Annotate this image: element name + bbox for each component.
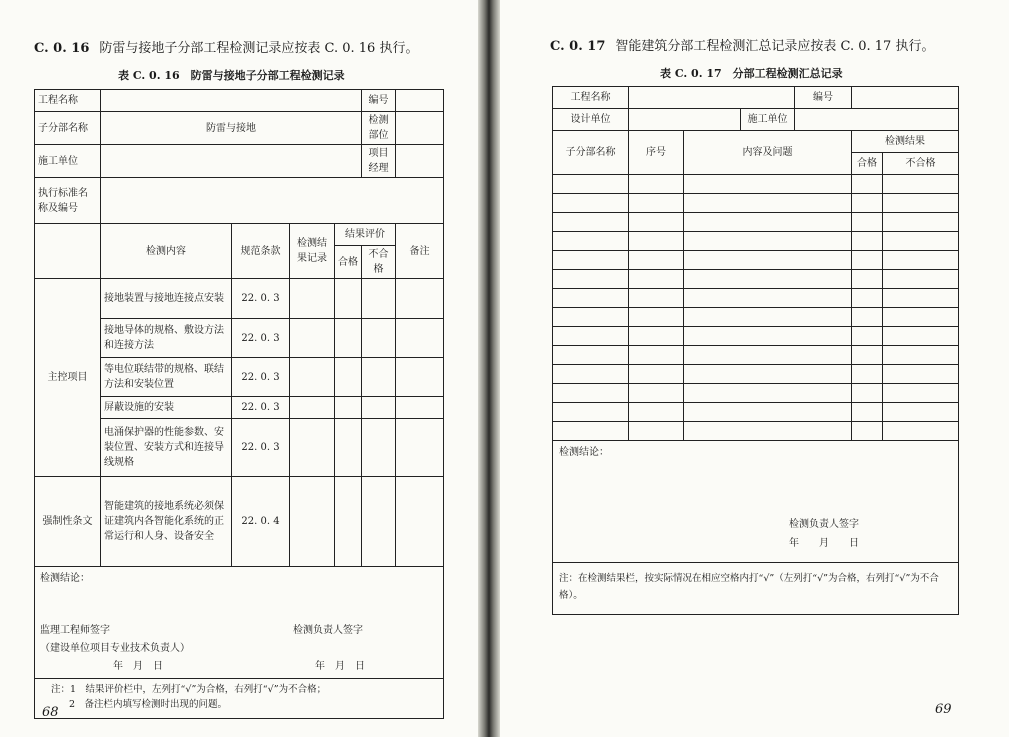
blank-cell[interactable] (553, 194, 629, 213)
clause-c017: C. 0. 17 智能建筑分部工程检测汇总记录应按表 C. 0. 17 执行。 (550, 39, 935, 54)
value-inspect-part[interactable] (396, 112, 444, 145)
label-standard: 执行标准名称及编号 (35, 178, 101, 224)
blank-cell[interactable] (883, 213, 959, 232)
header-result: 检测结果记录 (290, 224, 335, 279)
table-row (35, 477, 444, 567)
clause-c016: C. 0. 16 防雷与接地子分部工程检测记录应按表 C. 0. 16 执行。 (34, 41, 419, 56)
table-row (553, 365, 959, 384)
label-project-manager: 项目经理 (362, 145, 396, 178)
table-row (553, 422, 959, 441)
value-standard[interactable] (101, 178, 444, 224)
table-row (553, 194, 959, 213)
blank-cell[interactable] (629, 403, 684, 422)
header-fail: 不合格 (883, 153, 959, 175)
blank-cell[interactable] (553, 213, 629, 232)
page-number-right: 69 (935, 702, 952, 717)
blank-cell[interactable] (684, 232, 852, 251)
blank-cell[interactable] (684, 251, 852, 270)
conclusion-cell[interactable] (35, 567, 444, 679)
value-project-manager[interactable] (396, 145, 444, 178)
blank-cell[interactable] (684, 384, 852, 403)
supervisor-date: 年 月 日 (113, 661, 163, 672)
blank-cell[interactable] (883, 194, 959, 213)
value-project-name[interactable] (629, 87, 795, 109)
blank-cell[interactable] (883, 251, 959, 270)
book-spine (478, 0, 500, 737)
table-row (553, 346, 959, 365)
value-number[interactable] (396, 90, 444, 112)
blank-cell[interactable] (852, 422, 883, 441)
label-number: 编号 (362, 90, 396, 112)
blank-cell[interactable] (852, 175, 883, 194)
item-content: 接地导体的规格、敷设方法和连接方法 (101, 319, 232, 358)
label-design-unit: 设计单位 (553, 109, 629, 131)
label-number: 编号 (795, 87, 852, 109)
blank-cell[interactable] (852, 365, 883, 384)
label-constructor: 施工单位 (741, 109, 795, 131)
blank-cell[interactable] (883, 232, 959, 251)
table-row (553, 270, 959, 289)
blank-cell[interactable] (883, 289, 959, 308)
conclusion-label: 检测结论： (40, 573, 90, 584)
blank-cell[interactable] (553, 346, 629, 365)
item-clause: 22. 0. 3 (232, 279, 290, 319)
blank-cell[interactable] (629, 232, 684, 251)
item-content: 接地装置与接地连接点安装 (101, 279, 232, 319)
blank-cell[interactable] (553, 327, 629, 346)
item-clause: 22. 0. 3 (232, 419, 290, 477)
left-page (0, 0, 478, 737)
blank-cell[interactable] (629, 270, 684, 289)
blank-cell[interactable] (883, 346, 959, 365)
supervisor-note: （建设单位项目专业技术负责人） (40, 643, 190, 654)
value-design-unit[interactable] (629, 109, 741, 131)
blank-cell[interactable] (883, 308, 959, 327)
table-row (553, 327, 959, 346)
group-mandatory: 强制性条文 (35, 477, 101, 567)
blank-cell[interactable] (629, 251, 684, 270)
blank-cell[interactable] (883, 422, 959, 441)
blank-cell[interactable] (852, 194, 883, 213)
blank-cell[interactable] (553, 175, 629, 194)
label-inspect-part: 检测部位 (362, 112, 396, 145)
header-pass: 合格 (335, 246, 362, 279)
table-row (553, 384, 959, 403)
group-main: 主控项目 (35, 279, 101, 477)
table-row (553, 232, 959, 251)
table-caption-c016: 表 C. 0. 16 防雷与接地子分部工程检测记录 (118, 69, 345, 82)
value-constructor[interactable] (101, 145, 362, 178)
blank-cell[interactable] (883, 365, 959, 384)
blank-cell[interactable] (852, 346, 883, 365)
header-evaluation: 结果评价 (335, 224, 396, 246)
right-page (500, 0, 1009, 737)
blank-cell[interactable] (684, 308, 852, 327)
blank-cell[interactable] (629, 289, 684, 308)
blank-cell[interactable] (883, 327, 959, 346)
label-project-name: 工程名称 (553, 87, 629, 109)
blank-cell[interactable] (883, 270, 959, 289)
blank-cell[interactable] (629, 422, 684, 441)
supervisor-label: 监理工程师签字 (40, 625, 110, 636)
item-content: 电涌保护器的性能参数、安装位置、安装方式和连接导线规格 (101, 419, 232, 477)
blank-cell[interactable] (852, 213, 883, 232)
blank-cell[interactable] (684, 327, 852, 346)
blank-cell[interactable] (852, 384, 883, 403)
blank-cell[interactable] (883, 384, 959, 403)
blank-cell[interactable] (684, 403, 852, 422)
blank-cell[interactable] (629, 194, 684, 213)
value-sub-part: 防雷与接地 (101, 112, 362, 145)
blank-cell[interactable] (553, 289, 629, 308)
blank-cell[interactable] (629, 365, 684, 384)
blank-cell[interactable] (553, 365, 629, 384)
blank-cell[interactable] (684, 346, 852, 365)
conclusion-label: 检测结论： (559, 447, 609, 458)
blank-cell[interactable] (553, 384, 629, 403)
header-pass: 合格 (852, 153, 883, 175)
blank-cell[interactable] (684, 289, 852, 308)
header-remark: 备注 (396, 224, 444, 279)
note-1: 注：1 结果评价栏中，左列打“√”为合格，右列打“√”为不合格； (51, 684, 327, 695)
value-number[interactable] (852, 87, 959, 109)
blank-cell[interactable] (553, 270, 629, 289)
blank-cell[interactable] (883, 175, 959, 194)
header-content: 检测内容 (101, 224, 232, 279)
label-constructor: 施工单位 (35, 145, 101, 178)
blank-cell[interactable] (684, 270, 852, 289)
table-caption-c017: 表 C. 0. 17 分部工程检测汇总记录 (660, 67, 843, 80)
blank-cell[interactable] (852, 270, 883, 289)
page-number-left: 68 (42, 705, 59, 720)
table-row (553, 308, 959, 327)
blank-cell[interactable] (852, 327, 883, 346)
header-fail: 不合格 (362, 246, 396, 279)
table-row (35, 279, 444, 319)
blank-cell[interactable] (629, 308, 684, 327)
blank-cell[interactable] (883, 403, 959, 422)
blank-cell[interactable] (629, 213, 684, 232)
inspector-label: 检测负责人签字 (789, 519, 859, 530)
header-content: 内容及问题 (684, 131, 852, 175)
value-constructor[interactable] (795, 109, 959, 131)
blank-cell[interactable] (852, 308, 883, 327)
table-c016 (34, 89, 444, 719)
item-content: 屏蔽设施的安装 (101, 397, 232, 419)
table-row (553, 213, 959, 232)
blank-cell[interactable] (553, 403, 629, 422)
conclusion-cell[interactable] (553, 441, 959, 563)
header-result: 检测结果 (852, 131, 959, 153)
label-sub-part: 子分部名称 (35, 112, 101, 145)
blank-cell[interactable] (553, 251, 629, 270)
inspector-label: 检测负责人签字 (293, 625, 363, 636)
blank-cell[interactable] (553, 308, 629, 327)
header-clause: 规范条款 (232, 224, 290, 279)
header-sub-part: 子分部名称 (553, 131, 629, 175)
note-2: 2 备注栏内填写检测时出现的问题。 (69, 699, 228, 710)
header-seq: 序号 (629, 131, 684, 175)
blank-cell[interactable] (553, 232, 629, 251)
inspector-date: 年 月 日 (315, 661, 365, 672)
table-row (553, 403, 959, 422)
blank-cell[interactable] (629, 327, 684, 346)
item-content: 等电位联结带的规格、联结方法和安装位置 (101, 358, 232, 397)
blank-cell[interactable] (629, 175, 684, 194)
table-row (553, 251, 959, 270)
item-clause: 22. 0. 3 (232, 397, 290, 419)
blank-cell[interactable] (684, 365, 852, 384)
blank-cell[interactable] (629, 346, 684, 365)
label-project-name: 工程名称 (35, 90, 101, 112)
item-clause: 22. 0. 3 (232, 319, 290, 358)
inspector-date: 年 月 日 (789, 538, 859, 549)
value-project-name[interactable] (101, 90, 362, 112)
table-c017 (552, 86, 959, 615)
blank-cell[interactable] (684, 213, 852, 232)
table-row (553, 289, 959, 308)
blank-cell[interactable] (553, 422, 629, 441)
note-cell: 注：在检测结果栏，按实际情况在相应空格内打“√”（左列打“√”为合格，右列打“√”为不合格）。 (553, 563, 959, 615)
table-row (553, 175, 959, 194)
blank-cell[interactable] (852, 403, 883, 422)
item-clause: 22. 0. 4 (232, 477, 290, 567)
item-clause: 22. 0. 3 (232, 358, 290, 397)
item-content: 智能建筑的接地系统必须保证建筑内各智能化系统的正常运行和人身、设备安全 (101, 477, 232, 567)
blank-cell[interactable] (852, 232, 883, 251)
blank-cell[interactable] (684, 175, 852, 194)
blank-cell[interactable] (852, 289, 883, 308)
blank-cell[interactable] (852, 251, 883, 270)
blank-cell[interactable] (684, 422, 852, 441)
blank-cell[interactable] (629, 384, 684, 403)
blank-cell[interactable] (684, 194, 852, 213)
notes-cell (35, 679, 444, 719)
